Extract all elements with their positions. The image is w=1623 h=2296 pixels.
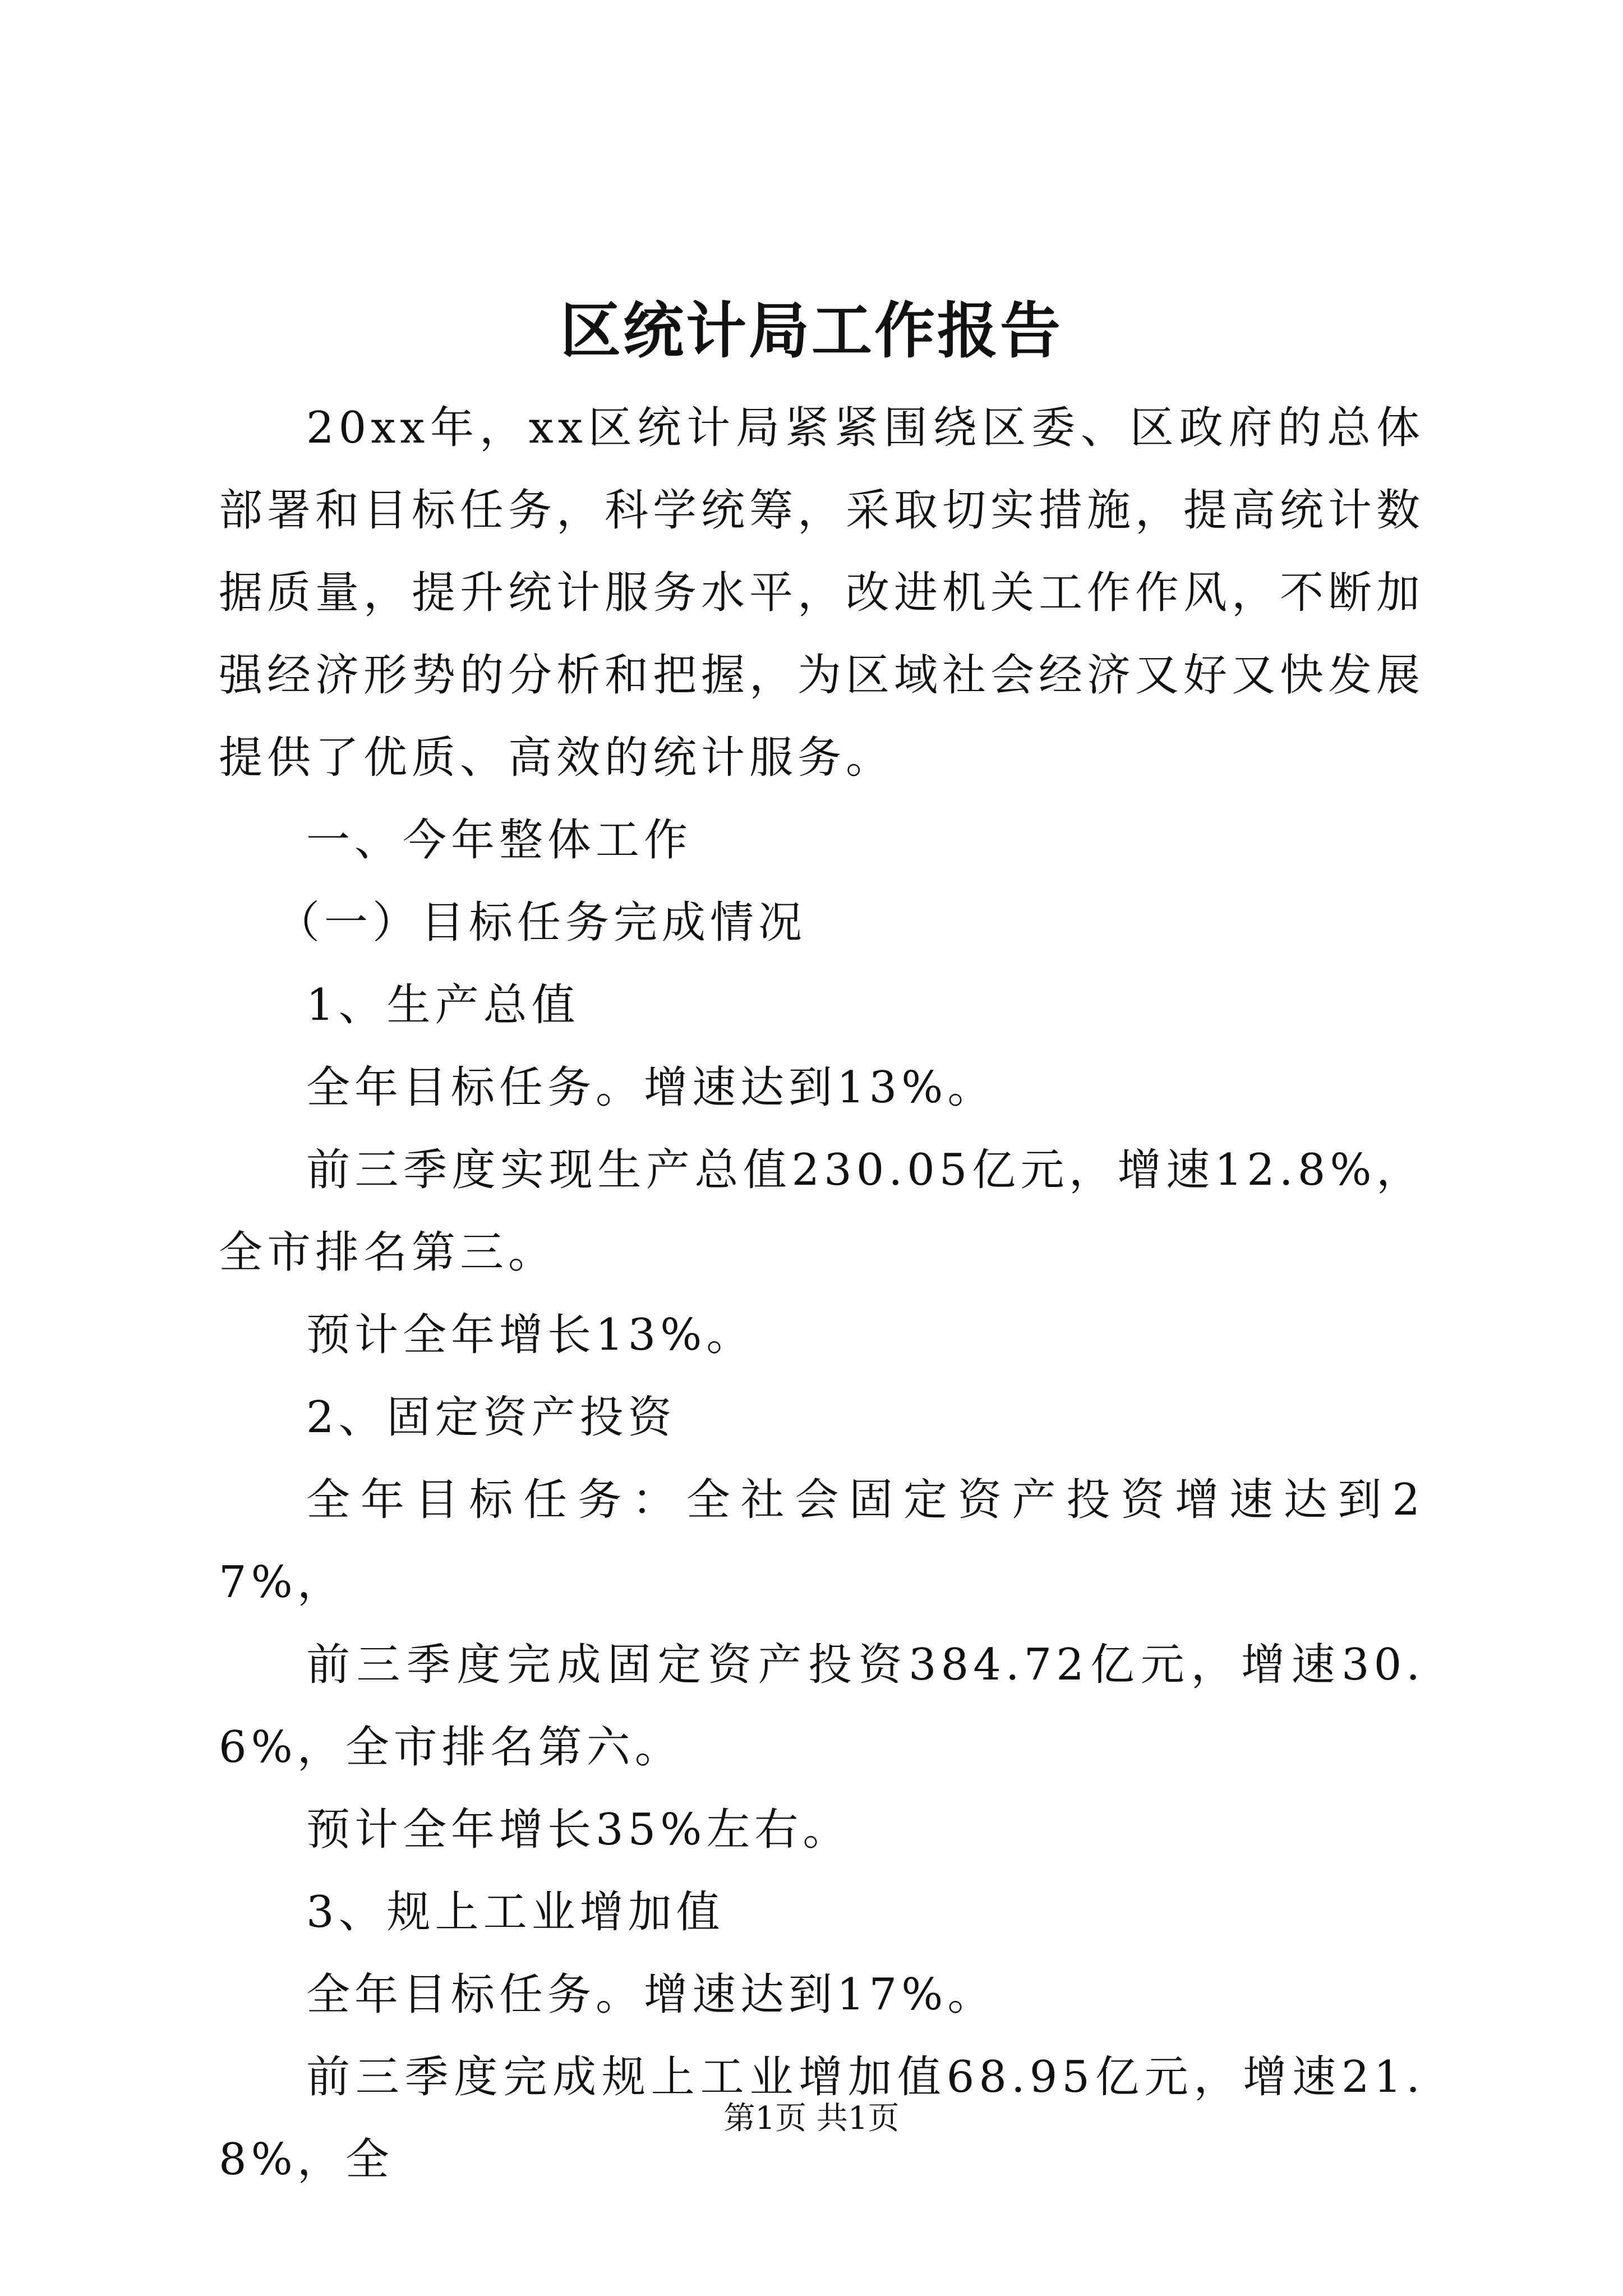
document-title: 区统计局工作报告 bbox=[560, 296, 1063, 366]
investment-q3-paragraph: 前三季度完成固定资产投资384.72亿元，增速30.6%，全市排名第六。 bbox=[219, 1640, 1424, 1773]
gdp-forecast-paragraph: 预计全年增长13%。 bbox=[306, 1310, 755, 1360]
investment-target-paragraph: 全年目标任务：全社会固定资产投资增速达到27%， bbox=[219, 1475, 1424, 1608]
item-heading-gdp: 1、生产总值 bbox=[306, 980, 580, 1030]
gdp-q3-paragraph: 前三季度实现生产总值230.05亿元，增速12.8%，全市排名第三。 bbox=[219, 1145, 1424, 1278]
document-body bbox=[219, 387, 1424, 2201]
investment-forecast-paragraph: 预计全年增长35%左右。 bbox=[306, 1805, 851, 1855]
intro-paragraph: 20xx年，xx区统计局紧紧围绕区委、区政府的总体部署和目标任务，科学统筹，采取切实措施，提高统计数据质量，提升统计服务水平，改进机关工作作风，不断加强经济形势的分析和把握，为区域社会经济又好又快发展提供了优质、高效的统计服务。 bbox=[219, 403, 1425, 783]
industry-target-paragraph: 全年目标任务。增速达到17%。 bbox=[306, 1970, 996, 2020]
page-footer: 第1页 共1页 bbox=[723, 2100, 900, 2137]
item-heading-investment: 2、固定资产投资 bbox=[306, 1392, 676, 1443]
section-heading-1: 一、今年整体工作 bbox=[306, 815, 693, 866]
industry-q3-paragraph: 前三季度完成规上工业增加值68.95亿元，增速21.8%，全 bbox=[219, 2052, 1424, 2185]
subsection-heading-1: （一）目标任务完成情况 bbox=[276, 898, 807, 948]
item-heading-industry: 3、规上工业增加值 bbox=[306, 1887, 725, 1938]
gdp-target-paragraph: 全年目标任务。增速达到13%。 bbox=[306, 1062, 996, 1113]
